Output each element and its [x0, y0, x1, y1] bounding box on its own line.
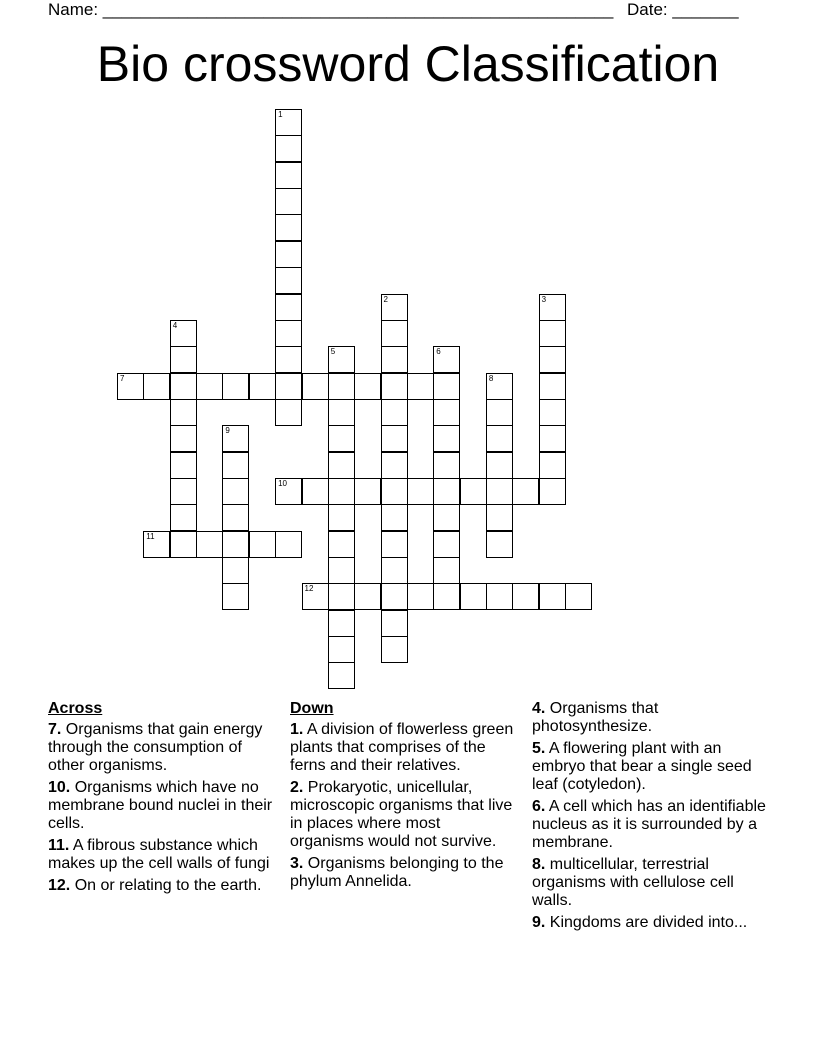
clue-number: 1. — [290, 721, 304, 738]
crossword-cell[interactable] — [170, 452, 197, 479]
crossword-cell[interactable] — [486, 478, 513, 505]
crossword-cell[interactable] — [275, 267, 302, 294]
clue-item — [290, 721, 518, 775]
crossword-cell[interactable] — [486, 452, 513, 479]
cell-number: 7 — [120, 373, 125, 383]
crossword-cell[interactable] — [222, 373, 249, 400]
cell-number: 1 — [278, 110, 283, 119]
clue-item — [532, 914, 772, 932]
crossword-cell[interactable] — [328, 662, 355, 689]
cell-number: 4 — [172, 320, 178, 330]
crossword-cell[interactable] — [222, 531, 249, 558]
clue-number: 8. — [532, 856, 546, 873]
clue-item — [290, 855, 518, 891]
clue-number: 12. — [48, 877, 71, 894]
crossword-cell[interactable] — [170, 425, 197, 452]
crossword-cell[interactable] — [275, 214, 302, 241]
crossword-cell[interactable] — [328, 636, 355, 663]
crossword-cell[interactable] — [275, 109, 302, 136]
clue-item — [48, 837, 276, 873]
crossword-cell[interactable] — [222, 504, 249, 531]
cell-number: 6 — [436, 347, 441, 357]
crossword-cell[interactable] — [433, 478, 460, 505]
clue-item — [532, 856, 772, 910]
cell-number: 8 — [488, 373, 494, 383]
crossword-cell[interactable] — [460, 583, 487, 610]
crossword-cell[interactable] — [222, 557, 249, 584]
clue-text: Prokaryotic, unicellular, microscopic organisms that live in places where most organisms would not survive. — [290, 779, 513, 850]
crossword-cell[interactable] — [512, 583, 539, 610]
page-title: Bio crossword Classification — [96, 36, 720, 92]
clue-number: 9. — [532, 914, 546, 931]
crossword-cell[interactable] — [354, 373, 381, 400]
crossword-cell[interactable] — [539, 373, 566, 400]
crossword-cell[interactable] — [433, 531, 460, 558]
cell-number: 12 — [304, 584, 314, 594]
crossword-cell[interactable] — [407, 583, 434, 610]
crossword-cell[interactable] — [381, 610, 408, 637]
crossword-cell[interactable] — [486, 373, 513, 400]
clue-number: 2. — [290, 779, 304, 796]
clue-number: 11. — [48, 837, 70, 854]
crossword-cell[interactable] — [222, 425, 249, 452]
crossword-cell[interactable] — [381, 504, 408, 531]
crossword-cell[interactable] — [328, 610, 355, 637]
clue-item — [48, 721, 276, 775]
crossword-cell[interactable] — [328, 504, 355, 531]
crossword-cell[interactable] — [433, 583, 460, 610]
crossword-cell[interactable] — [302, 478, 329, 505]
clue-text: On or relating to the earth. — [70, 877, 262, 894]
crossword-cell[interactable] — [381, 531, 408, 558]
cell-number: 11 — [146, 531, 155, 541]
crossword-cell[interactable] — [539, 583, 566, 610]
clue-item — [290, 779, 518, 851]
crossword-cell[interactable] — [302, 373, 329, 400]
crossword-cell[interactable] — [143, 531, 170, 558]
crossword-cell[interactable] — [143, 373, 170, 400]
crossword-cell[interactable] — [433, 399, 460, 426]
clue-number: 7. — [48, 721, 62, 738]
crossword-cell[interactable] — [539, 425, 566, 452]
crossword-cell[interactable] — [275, 531, 302, 558]
crossword-cell[interactable] — [328, 425, 355, 452]
clue-number: 3. — [290, 855, 304, 872]
clue-number: 5. — [532, 740, 546, 757]
cell-number: 2 — [383, 294, 388, 304]
crossword-cell[interactable] — [222, 452, 249, 479]
crossword-cell[interactable] — [328, 583, 355, 610]
crossword-cell[interactable] — [328, 399, 355, 426]
crossword-cell[interactable] — [381, 636, 408, 663]
across-heading: Across — [48, 700, 103, 717]
crossword-cell[interactable] — [486, 425, 513, 452]
crossword-cell[interactable] — [196, 373, 223, 400]
crossword-cell[interactable] — [170, 504, 197, 531]
crossword-cell[interactable] — [275, 320, 302, 347]
crossword-cell[interactable] — [275, 346, 302, 373]
crossword-cell[interactable] — [565, 583, 592, 610]
crossword-cell[interactable] — [222, 583, 249, 610]
crossword-cell[interactable] — [381, 452, 408, 479]
cell-number: 5 — [330, 347, 336, 357]
crossword-cell[interactable] — [328, 531, 355, 558]
clue-text: Organisms that photosynthesize. — [532, 700, 659, 735]
crossword-cell[interactable] — [433, 504, 460, 531]
clue-text: A cell which has an identifiable nucleus as it is surrounded by a membrane. — [532, 798, 766, 851]
clue-text: A fibrous substance which makes up the cell walls of fungi — [48, 837, 270, 872]
crossword-cell[interactable] — [539, 399, 566, 426]
clue-item — [532, 700, 772, 736]
clue-text: A division of flowerless green plants that comprises of the ferns and their relatives. — [290, 721, 514, 774]
crossword-cell[interactable] — [433, 425, 460, 452]
crossword-cell[interactable] — [381, 399, 408, 426]
crossword-cell[interactable] — [170, 373, 197, 400]
crossword-cell[interactable] — [433, 373, 460, 400]
crossword-cell[interactable] — [328, 452, 355, 479]
crossword-cell[interactable] — [381, 320, 408, 347]
crossword-cell[interactable] — [433, 452, 460, 479]
crossword-cell[interactable] — [275, 478, 302, 505]
crossword-cell[interactable] — [381, 583, 408, 610]
crossword-cell[interactable] — [170, 346, 197, 373]
crossword-cell[interactable] — [539, 320, 566, 347]
crossword-cell[interactable] — [275, 399, 302, 426]
crossword-cell[interactable] — [381, 557, 408, 584]
crossword-cell[interactable] — [486, 583, 513, 610]
down-heading: Down — [290, 700, 334, 717]
clue-text: Organisms that gain energy through the consumption of other organisms. — [48, 721, 263, 774]
clue-item — [532, 798, 772, 852]
crossword-cell[interactable] — [117, 373, 144, 400]
clue-text: Organisms which have no membrane bound nuclei in their cells. — [48, 779, 273, 832]
crossword-cell[interactable] — [539, 346, 566, 373]
crossword-cell[interactable] — [539, 294, 566, 321]
crossword-cell[interactable] — [512, 478, 539, 505]
cell-number: 9 — [225, 426, 230, 436]
crossword-cell[interactable] — [275, 241, 302, 268]
crossword-cell[interactable] — [275, 162, 302, 189]
crossword-cell[interactable] — [460, 478, 487, 505]
crossword-cell[interactable] — [381, 425, 408, 452]
crossword-cell[interactable] — [381, 346, 408, 373]
crossword-cell[interactable] — [407, 373, 434, 400]
crossword-cell[interactable] — [275, 188, 302, 215]
cell-number: 10 — [278, 478, 287, 488]
crossword-cell[interactable] — [302, 583, 329, 610]
crossword-cell[interactable] — [249, 531, 276, 558]
crossword-cell[interactable] — [433, 557, 460, 584]
crossword-cell[interactable] — [433, 346, 460, 373]
clue-text: A flowering plant with an embryo that bear a single seed leaf (cotyledon). — [532, 740, 752, 793]
crossword-cell[interactable] — [486, 531, 513, 558]
crossword-cell[interactable] — [170, 531, 197, 558]
clue-text: Kingdoms are divided into... — [545, 914, 748, 931]
crossword-cell[interactable] — [275, 294, 302, 321]
crossword-cell[interactable] — [539, 452, 566, 479]
crossword-cell[interactable] — [328, 346, 355, 373]
clue-item — [48, 779, 276, 833]
crossword-cell[interactable] — [328, 373, 355, 400]
crossword-cell[interactable] — [275, 373, 302, 400]
crossword-cell[interactable] — [196, 531, 223, 558]
crossword-cell[interactable] — [539, 478, 566, 505]
across-clues — [48, 700, 276, 899]
crossword-cell[interactable] — [381, 478, 408, 505]
down-clues — [290, 700, 518, 895]
crossword-cell[interactable] — [407, 478, 434, 505]
crossword-cell[interactable] — [275, 135, 302, 162]
clue-item — [532, 740, 772, 794]
clue-text: multicellular, terrestrial organisms with cellulose cell walls. — [532, 856, 734, 909]
crossword-cell[interactable] — [328, 557, 355, 584]
crossword-cell[interactable] — [381, 373, 408, 400]
down-clues-continued — [532, 700, 772, 936]
crossword-cell[interactable] — [328, 478, 355, 505]
crossword-cell[interactable] — [170, 478, 197, 505]
crossword-cell[interactable] — [354, 478, 381, 505]
crossword-cell[interactable] — [170, 399, 197, 426]
crossword-cell[interactable] — [354, 583, 381, 610]
crossword-cell[interactable] — [381, 294, 408, 321]
clue-number: 6. — [532, 798, 546, 815]
clue-number: 10. — [48, 779, 71, 796]
crossword-cell[interactable] — [249, 373, 276, 400]
crossword-cell[interactable] — [170, 320, 197, 347]
cell-number: 3 — [541, 294, 547, 304]
date-field-label: Date: _______ — [627, 0, 739, 19]
crossword-cell[interactable] — [486, 504, 513, 531]
crossword-cell[interactable] — [486, 399, 513, 426]
clue-number: 4. — [532, 700, 546, 717]
clue-text: Organisms belonging to the phylum Annelida. — [290, 855, 504, 890]
name-field-label: Name: ______________________________________________________ — [48, 0, 614, 19]
crossword-cell[interactable] — [222, 478, 249, 505]
clue-item — [48, 877, 276, 895]
